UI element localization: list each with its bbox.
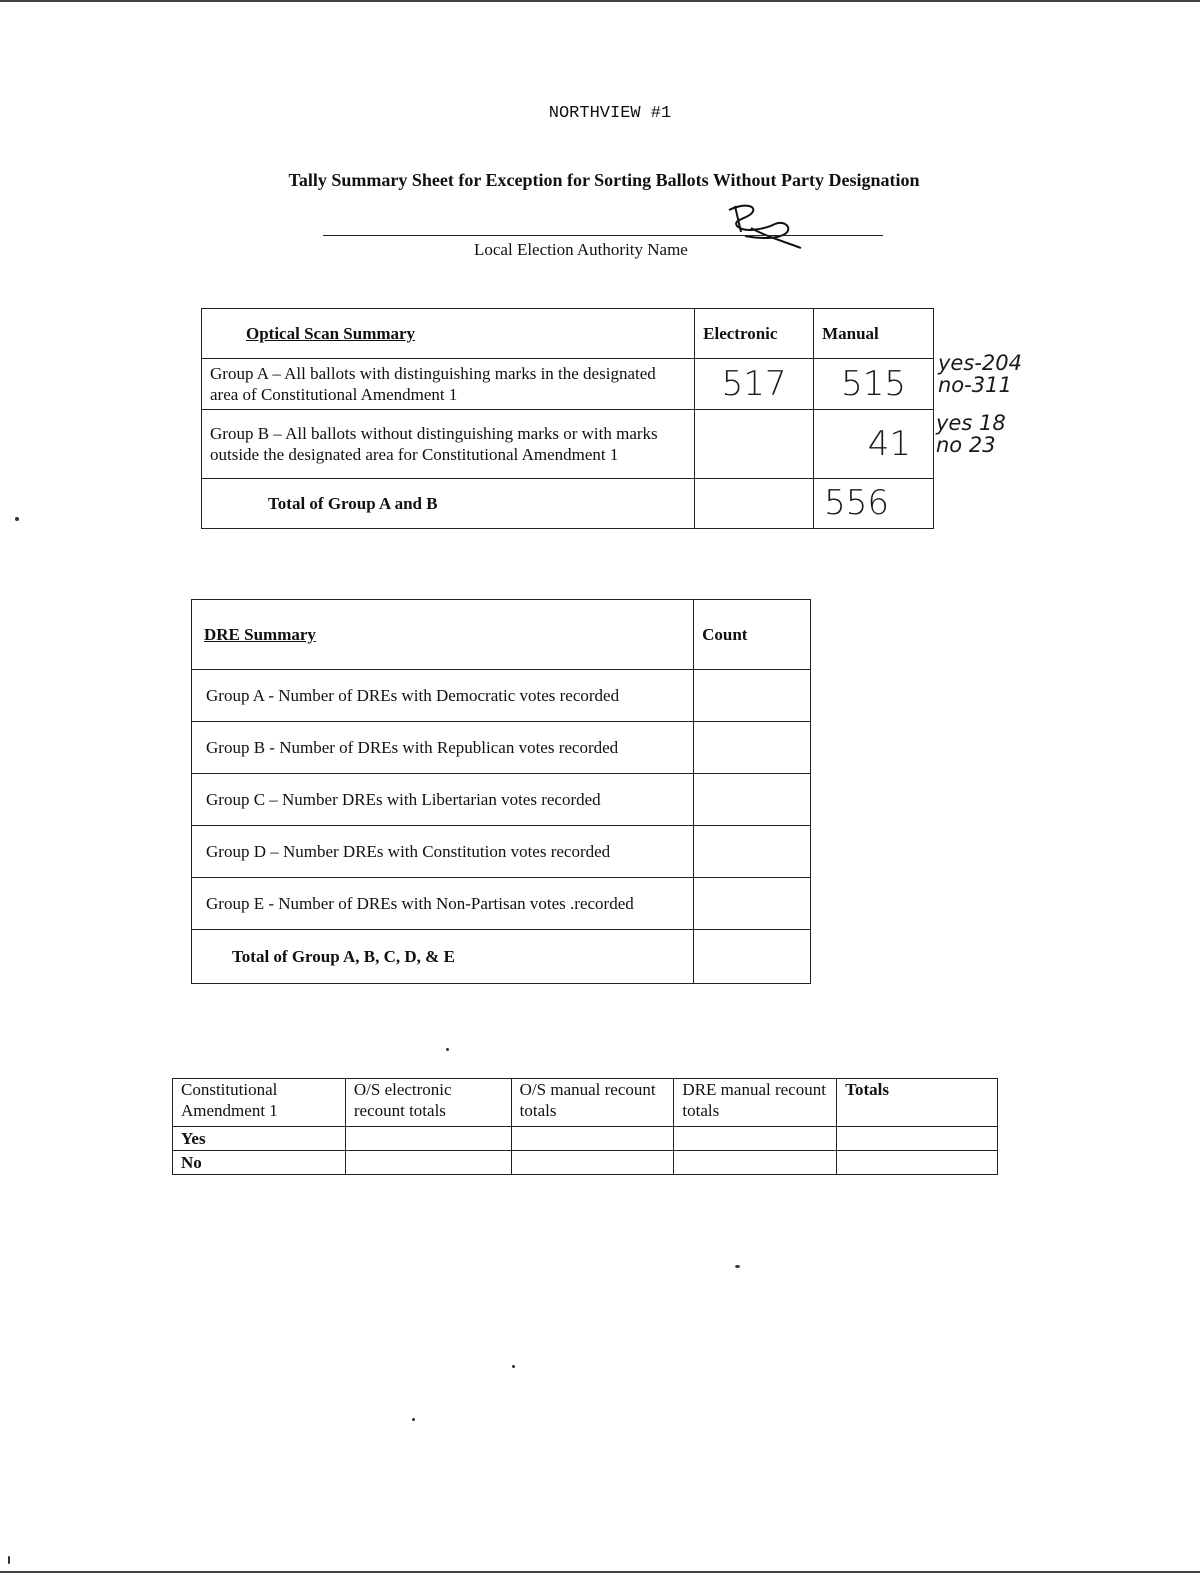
margin-note-b	[936, 412, 1006, 456]
group-b-label: Group B – All ballots without distinguishing marks or with marks outside the designated area for Constitutional Amendment 1	[202, 410, 695, 479]
row-no-label: No	[173, 1151, 346, 1175]
col-manual: Manual	[814, 309, 934, 359]
amendment-recount-table	[172, 1078, 998, 1175]
amendment-col-1: O/S electronic recount totals	[345, 1079, 511, 1127]
group-a-electronic: 517	[695, 359, 814, 410]
scan-speck	[735, 1265, 740, 1268]
row-yes-cell	[511, 1127, 674, 1151]
dre-count-d	[694, 826, 811, 878]
dre-row-a: Group A - Number of DREs with Democratic votes recorded	[192, 670, 694, 722]
optical-scan-table	[201, 308, 934, 529]
signature-mark	[715, 198, 805, 253]
row-no-cell	[837, 1151, 998, 1175]
row-yes-cell	[345, 1127, 511, 1151]
dre-row-d: Group D – Number DREs with Constitution votes recorded	[192, 826, 694, 878]
row-yes-cell	[674, 1127, 837, 1151]
dre-heading: DRE Summary	[192, 600, 694, 670]
row-no-cell	[345, 1151, 511, 1175]
dre-count-c	[694, 774, 811, 826]
amendment-col-4: Totals	[837, 1079, 998, 1127]
scan-speck	[512, 1365, 515, 1368]
group-a-label: Group A – All ballots with distinguishing marks in the designated area of Constitutional Amendment 1	[202, 359, 695, 410]
row-yes-label: Yes	[173, 1127, 346, 1151]
dre-count-a	[694, 670, 811, 722]
page-title: Tally Summary Sheet for Exception for Sorting Ballots Without Party Designation	[288, 170, 920, 190]
group-a-manual: 515	[814, 359, 934, 410]
note-a-no: no-311	[938, 373, 1012, 397]
col-count: Count	[694, 600, 811, 670]
scan-edge-bottom	[0, 1571, 1200, 1573]
row-yes-cell	[837, 1127, 998, 1151]
row-no-cell	[511, 1151, 674, 1175]
group-b-manual: 41	[814, 410, 934, 479]
dre-count-b	[694, 722, 811, 774]
scan-speck	[446, 1048, 449, 1051]
dre-count-e	[694, 878, 811, 930]
scan-edge-top	[0, 0, 1200, 2]
row-no-cell	[674, 1151, 837, 1175]
optical-scan-heading: Optical Scan Summary	[202, 309, 695, 359]
total-ab-manual: 556	[814, 479, 934, 529]
dre-total-label: Total of Group A, B, C, D, & E	[192, 930, 694, 984]
total-ab-label: Total of Group A and B	[202, 479, 695, 529]
note-b-no: no 23	[936, 433, 996, 457]
scan-speck	[412, 1418, 415, 1421]
total-ab-electronic	[695, 479, 814, 529]
dre-row-b: Group B - Number of DREs with Republican votes recorded	[192, 722, 694, 774]
margin-note-a	[938, 352, 1022, 396]
note-a-yes: yes-204	[938, 351, 1022, 375]
dre-row-c: Group C – Number DREs with Libertarian votes recorded	[192, 774, 694, 826]
note-b-yes: yes 18	[936, 411, 1006, 435]
signature-line	[323, 235, 883, 236]
col-electronic: Electronic	[695, 309, 814, 359]
scan-speck	[8, 1556, 10, 1564]
amendment-col-3: DRE manual recount totals	[674, 1079, 837, 1127]
dre-total-count	[694, 930, 811, 984]
amendment-col-0: Constitutional Amendment 1	[173, 1079, 346, 1127]
authority-label: Local Election Authority Name	[474, 240, 688, 259]
group-b-electronic	[695, 410, 814, 479]
precinct-header: NORTHVIEW #1	[548, 104, 672, 123]
scan-speck	[15, 517, 19, 521]
amendment-col-2: O/S manual recount totals	[511, 1079, 674, 1127]
dre-row-e: Group E - Number of DREs with Non-Partisan votes .recorded	[192, 878, 694, 930]
dre-summary-table	[191, 599, 811, 984]
